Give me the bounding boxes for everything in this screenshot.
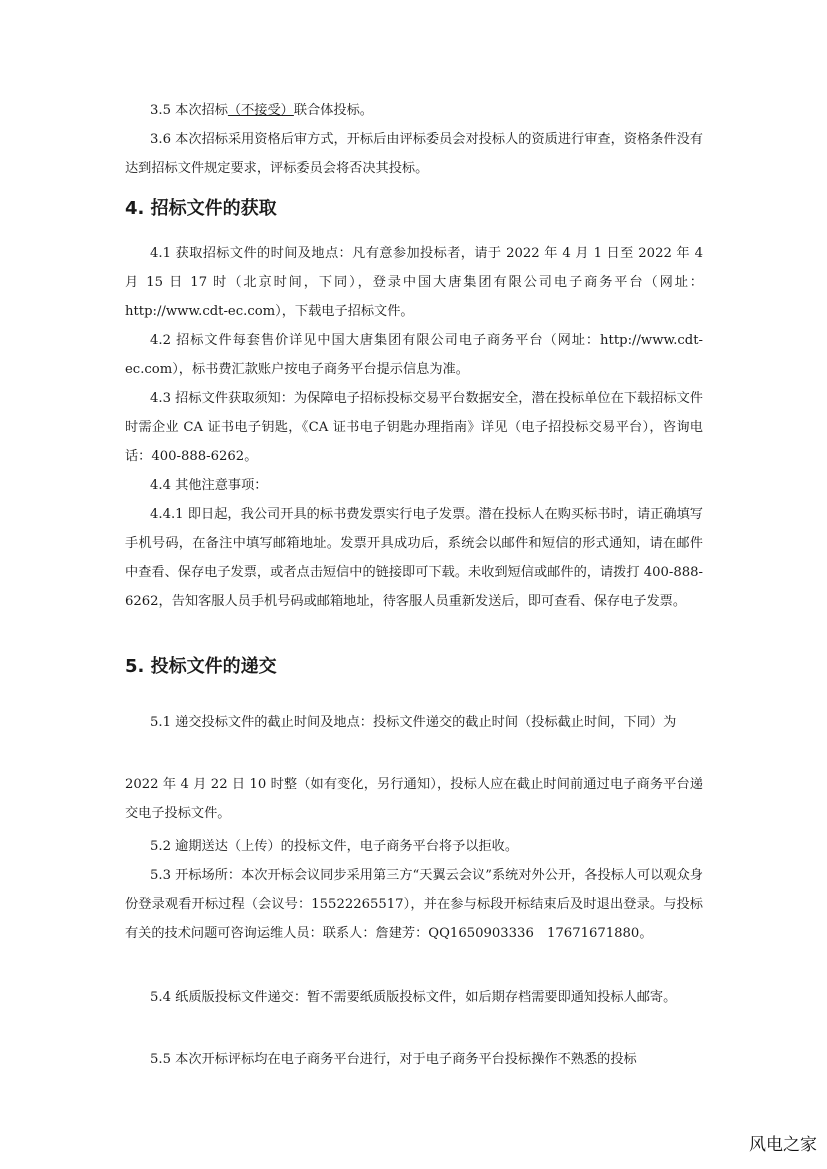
clause-5-2: 5.2 逾期送达（上传）的投标文件，电子商务平台将予以拒收。 bbox=[150, 839, 519, 854]
watermark-text: 风电之家 bbox=[749, 1135, 817, 1155]
clause-5-1-part-a: 5.1 递交投标文件的截止时间及地点：投标文件递交的截止时间（投标截止时间，下同）为 bbox=[150, 715, 677, 730]
clause-4-1: 4.1 获取招标文件的时间及地点：凡有意参加投标者，请于 2022 年 4 月 1 日至 2022 年 4 月 15 日 17 时（北京时间，下同），登录中国大唐集团有限公司电子商务平台（网址：http://www.cdt-ec.com），下载电子招标文件。 bbox=[125, 246, 703, 319]
clause-4-3: 4.3 招标文件获取须知：为保障电子招标投标交易平台数据安全，潜在投标单位在下载招标文件时需企业 CA 证书电子钥匙，《CA 证书电子钥匙办理指南》详见（电子招投标交易平台），咨询电话：400-888-6262。 bbox=[125, 391, 703, 464]
clause-3-5 bbox=[125, 96, 703, 125]
clause-5-1-part-b: 2022 年 4 月 22 日 10 时整（如有变化，另行通知），投标人应在截止时间前通过电子商务平台递交电子投标文件。 bbox=[125, 777, 703, 821]
clause-4-2: 4.2 招标文件每套售价详见中国大唐集团有限公司电子商务平台（网址：http://www.cdt-ec.com），标书费汇款账户按电子商务平台提示信息为准。 bbox=[125, 333, 703, 377]
section-4-heading: 4. 招标文件的获取 bbox=[125, 198, 277, 219]
section-5-heading: 5. 投标文件的递交 bbox=[125, 656, 277, 677]
clause-5-4: 5.4 纸质版投标文件递交：暂不需要纸质版投标文件，如后期存档需要即通知投标人邮寄。 bbox=[150, 990, 677, 1005]
clause-3-5-prefix: 3.5 本次招标 bbox=[150, 103, 228, 118]
clause-4-4: 4.4 其他注意事项： bbox=[150, 478, 268, 493]
clause-3-5-suffix: 联合体投标。 bbox=[293, 103, 373, 118]
clause-5-3: 5.3 开标场所：本次开标会议同步采用第三方“天翼云会议”系统对外公开，各投标人可以观众身份登录观看开标过程（会议号：15522265517），并在参与标段开标结束后及时退出登录。与投标有关的技术问题可咨询运维人员：联系人：詹建芳：QQ1650903336 17671671880。 bbox=[125, 868, 703, 941]
clause-3-5-underlined: （不接受） bbox=[227, 103, 294, 118]
clause-4-4-1: 4.4.1 即日起，我公司开具的标书费发票实行电子发票。潜在投标人在购买标书时，请正确填写手机号码，在备注中填写邮箱地址。发票开具成功后，系统会以邮件和短信的形式通知，请在邮件中查看、保存电子发票，或者点击短信中的链接即可下载。未收到短信或邮件的，请拨打 400-888-6262，告知客服人员手机号码或邮箱地址，待客服人员重新发送后，即可查看、保存电子发票。 bbox=[125, 507, 703, 609]
clause-5-5: 5.5 本次开标评标均在电子商务平台进行，对于电子商务平台投标操作不熟悉的投标 bbox=[150, 1052, 637, 1067]
clause-3-6: 3.6 本次招标采用资格后审方式，开标后由评标委员会对投标人的资质进行审查，资格条件没有达到招标文件规定要求，评标委员会将否决其投标。 bbox=[125, 132, 703, 176]
